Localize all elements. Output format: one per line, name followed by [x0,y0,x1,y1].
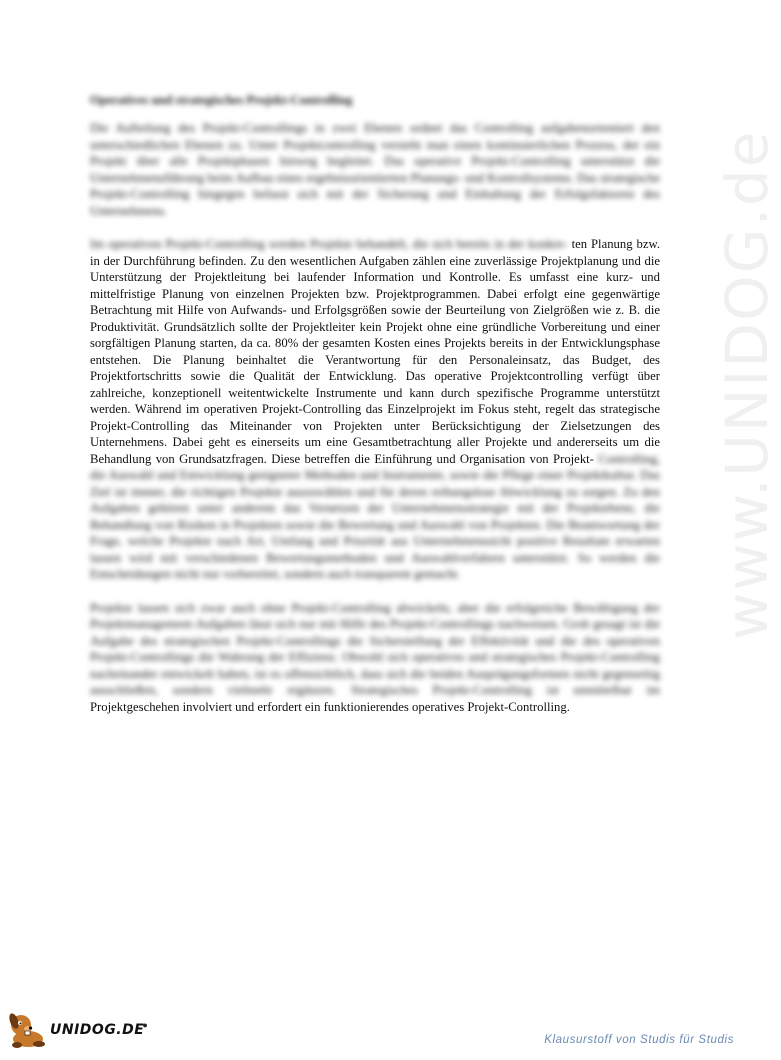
visible-text: ten Planung bzw. in der Durchführung befinden. Zu den wesentlichen Aufgaben zählen eine zuverlässige Projektplanung und die Unterstützung der Projektleitung bei laufender Information und Kontrolle. Es umfasst eine kurz- und mittelfristige Planung von einzelnen Projekten bzw. Projektprogrammen. Dabei erfolgt eine gegenwärtige Betrachtung mit Hilfe von Aufwands- und Erfolgsgrößen sowie der Beurteilung von Zielgrößen wie z. B. die Produktivität. Grundsätzlich sollte der Projektleiter kein Projekt ohne eine gründliche Vorbereitung und einer sorgfältigen Planung starten, da ca. 80% der gesamten Kosten eines Projekts bereits in der Entwicklungsphase entstehen. Die Planung beinhaltet die Verantwortung für den Personaleinsatz, das Budget, des Projektfortschritts sowie die Qualität der Entwicklung. Das operative Projektcontrolling verfügt über zahlreiche, konzeptionell weitentwickelte Instrumente und kann durch spezifische Programme unterstützt werden. Während im operativen Projekt-Controlling das Einzelprojekt im Fokus steht, regelt das strategische Projekt-Controlling das Miteinander von Projekten unter Berücksichtigung der Zielsetzungen des Unternehmens. Dabei geht es einerseits um eine Gesamtbetrachtung aller Projekte und andererseits um die Behandlung von Grundsatzfragen. Diese betreffen die Einführung und Organisation von Projekt- [90,237,660,466]
paragraph-3 [90,600,660,716]
paragraph-1 [90,120,660,219]
blurred-text: Die Aufteilung des Projekt-Controllings in zwei Ebenen ordnet das Controlling aufgabenorientiert den unterschiedlichen Ebenen zu. Unter Projektcontrolling versteht man einen kontinuierlichen Prozess, der ein Projekt über alle Projektphasen hinweg begleitet. Das operative Projekt-Controlling unterstützt die Unternehmensführung beim Aufbau eines ergebnisorientierten Planungs- und Kontrollsystems. Das strategische Projekt-Controlling hingegen befasst sich mit der Sicherung und Einhaltung der Erfolgsfaktoren des Unternehmens. [90,121,660,218]
visible-text: Projektgeschehen involviert und erfordert ein funktionierendes operatives Projekt-Controlling. [90,699,570,714]
blurred-text: Im operativen Projekt-Controlling werden Projekte behandelt, die sich bereits in der konkre- [90,237,568,251]
paw-icon: ● [142,1020,148,1030]
logo-text: UNIDOG.DE [50,1022,145,1038]
unidog-logo[interactable] [6,1010,148,1050]
document-heading: Operatives und strategisches Projekt-Controlling [90,93,353,107]
document-body [90,93,660,732]
footer-tagline: Klausurstoff von Studis für Studis [544,1034,734,1046]
watermark: www.UNIDOG.de [713,129,781,640]
blurred-text: Controlling, die Auswahl und Entwicklung geeigneter Methoden und Instrumente, sowie die Pflege einer Projektkultur. Das Ziel ist immer, die richtigen Projekte auszuwählen und für deren reibungslose Abwicklung zu sorgen. Zu den Aufgaben gehören unter anderem das Vernetzen der Unternehmensstrategie mit der Projektebene, die Behandlung von Risiken in Projekten sowie die Bewertung und Auswahl von Projekten. Die Beantwortung der Frage, welche Projekte nach Art, Umfang und Priorität aus Unternehmenssicht positive Resultate erwarten lassen wird mit verschiedenen Bewertungsmethoden und Auswahlverfahren unterstützt. So werden die Entscheidungen nicht nur vorbereitet, sondern auch transparent gemacht. [90,451,660,581]
blurred-text: Projekte lassen sich zwar auch ohne Projekt-Controlling abwickeln, aber die erfolgreiche Bewältigung der Projektmanagement-Aufgaben lässt sich nur mit Hilfe des Projekt-Controllings nachweisen. Grob gesagt ist die Aufgabe des strategischen Projekt-Controllings die Sicherstellung der Effektivität und die des operativen Projekt-Controllings die Wahrung der Effizienz. Obwohl sich operatives und strategisches Projekt-Controlling nacheinander entwickelt haben, ist es offensichtlich, dass sich die beiden Ausprägungsformen nicht gegenseitig ausschließen, sondern vielmehr ergänzen. Strategisches Projekt-Controlling ist unmittelbar im [90,600,660,697]
dog-icon [6,1010,48,1050]
paragraph-2 [90,236,660,583]
